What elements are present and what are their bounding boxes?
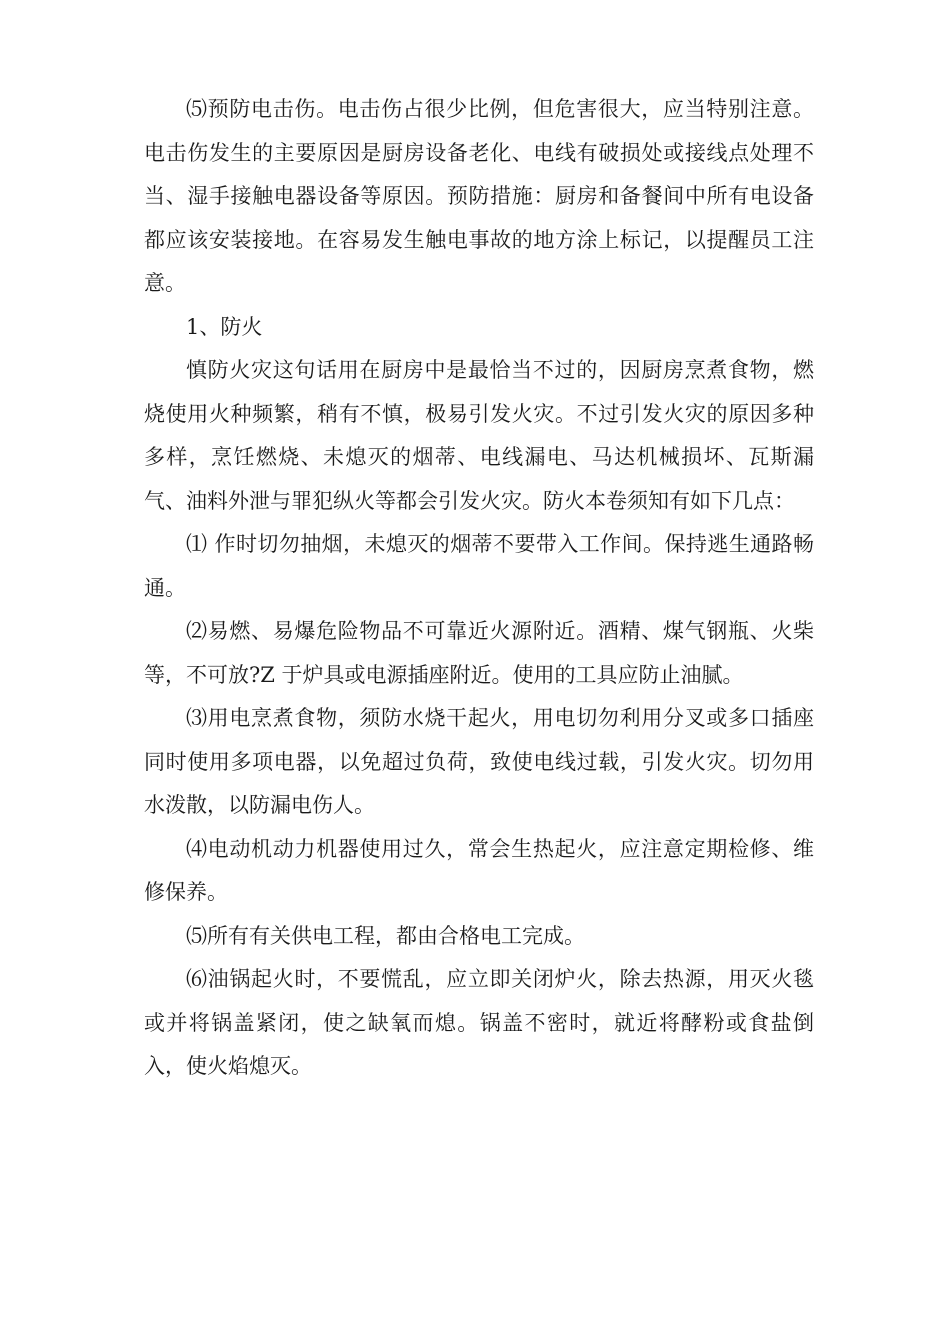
paragraph-fire-rule-3: ⑶用电烹煮食物，须防水烧干起火，用电切勿利用分叉或多口插座同时使用多项电器，以免超过负荷，致使电线过载，引发火灾。切勿用水泼散，以防漏电伤人。 (144, 706, 814, 817)
paragraph-fire-rule-6: ⑹油锅起火时，不要慌乱，应立即关闭炉火，除去热源，用灭火毯或并将锅盖紧闭，使之缺氧而熄。锅盖不密时，就近将酵粉或食盐倒入，使火焰熄灭。 (144, 967, 814, 1078)
paragraph-fire-intro: 慎防火灾这句话用在厨房中是最恰当不过的，因厨房烹煮食物，燃烧使用火种频繁，稍有不慎，极易引发火灾。不过引发火灾的原因多种多样，烹饪燃烧、未熄灭的烟蒂、电线漏电、马达机械损坏、瓦斯漏气、油料外泄与罪犯纵火等都会引发火灾。防火本卷须知有如下几点： (144, 358, 814, 513)
paragraph-fire-rule-5: ⑸所有有关供电工程，都由合格电工完成。 (186, 923, 585, 948)
paragraph-electric-shock-prevention: ⑸预防电击伤。电击伤占很少比例，但危害很大，应当特别注意。电击伤发生的主要原因是厨房设备老化、电线有破损处或接线点处理不当、湿手接触电器设备等原因。预防措施：厨房和备餐间中所有电设备都应该安装接地。在容易发生触电事故的地方涂上标记，以提醒员工注意。 (144, 97, 814, 295)
paragraph-fire-rule-2: ⑵易燃、易爆危险物品不可靠近火源附近。酒精、煤气钢瓶、火柴等，不可放?Z 于炉具或电源插座附近。使用的工具应防止油腻。 (144, 619, 814, 687)
section-heading-fire-prevention: 1、防火 (186, 314, 263, 339)
paragraph-fire-rule-4: ⑷电动机动力机器使用过久，常会生热起火，应注意定期检修、维修保养。 (144, 836, 814, 904)
paragraph-fire-rule-1: ⑴ 作时切勿抽烟，未熄灭的烟蒂不要带入工作间。保持逃生通路畅通。 (144, 532, 814, 600)
document-page (144, 88, 814, 1089)
